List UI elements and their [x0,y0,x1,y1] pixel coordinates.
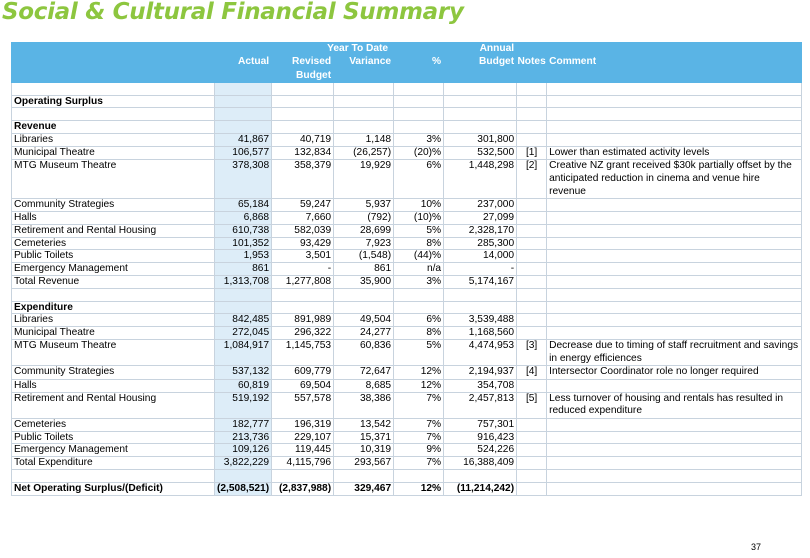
revised-budget-value: 3,501 [272,250,334,263]
note-ref [517,314,547,327]
table-row [12,146,802,160]
revised-budget-value: 891,989 [272,314,334,327]
blank-cell [547,301,802,314]
blank-cell [334,82,394,95]
header-blank [12,69,215,82]
actual-value: 861 [215,263,272,276]
variance-value: 35,900 [334,276,394,289]
table-row [12,340,802,366]
variance-percent: 3% [394,276,444,289]
variance-percent: 5% [394,224,444,237]
blank-cell [272,121,334,134]
section-operating-surplus: Operating Surplus [12,95,215,108]
annual-budget-value: 354,708 [444,379,517,392]
blank-cell [272,301,334,314]
note-ref [517,379,547,392]
comment-text: Intersector Coordinator role no longer required [547,366,802,380]
actual-value: 1,953 [215,250,272,263]
table-row [12,276,802,289]
blank-cell [12,108,215,121]
comment-text [547,263,802,276]
actual-value: 519,192 [215,392,272,418]
blank-cell [334,469,394,482]
blank-cell [517,95,547,108]
annual-budget-value: 2,194,937 [444,366,517,380]
variance-percent: 7% [394,457,444,470]
blank-cell [547,469,802,482]
variance-percent: 7% [394,392,444,418]
blank-cell [215,82,272,95]
blank-cell [547,121,802,134]
blank-cell [517,108,547,121]
revised-budget-value: 296,322 [272,327,334,340]
row-label: MTG Museum Theatre [12,160,215,199]
blank-cell [547,482,802,495]
blank-cell [272,95,334,108]
header-actual: Actual [215,56,272,69]
actual-value: 109,126 [215,444,272,457]
variance-percent: 12% [394,366,444,380]
blank-cell [272,82,334,95]
note-ref [517,224,547,237]
header-annual: Annual [444,43,517,56]
revised-budget-value: 229,107 [272,431,334,444]
row-label: Total Expenditure [12,457,215,470]
variance-percent: 8% [394,327,444,340]
variance-percent: (44)% [394,250,444,263]
header-blank [547,69,802,82]
row-label: Retirement and Rental Housing [12,392,215,418]
annual-budget-value: 237,000 [444,199,517,212]
header-row-ytd [12,43,802,56]
section-heading-row [12,95,802,108]
table-row [12,431,802,444]
variance-percent: 10% [394,199,444,212]
variance-value: 13,542 [334,418,394,431]
annual-budget-value: 524,226 [444,444,517,457]
blank-cell [444,82,517,95]
table-row [12,224,802,237]
table-row [12,366,802,380]
variance-percent: 7% [394,431,444,444]
variance-value: 10,319 [334,444,394,457]
blank-cell [394,469,444,482]
blank-cell [394,82,444,95]
annual-budget-value: - [444,263,517,276]
annual-budget-value: 757,301 [444,418,517,431]
page-number: 37 [751,542,762,552]
variance-percent: 9% [394,444,444,457]
table-row [12,457,802,470]
variance-percent: 8% [394,237,444,250]
note-ref: [5] [517,392,547,418]
blank-cell [394,121,444,134]
blank-cell [394,301,444,314]
financial-summary-table [11,42,802,496]
actual-value: 101,352 [215,237,272,250]
variance-percent: 5% [394,340,444,366]
annual-budget-value: 285,300 [444,237,517,250]
row-label: Libraries [12,314,215,327]
table-row [12,444,802,457]
note-ref: [4] [517,366,547,380]
note-ref [517,444,547,457]
comment-text [547,224,802,237]
blank-cell [272,108,334,121]
variance-value: 24,277 [334,327,394,340]
comment-text [547,199,802,212]
header-notes: Notes [517,56,546,68]
comment-text [547,431,802,444]
row-label: Libraries [12,134,215,147]
blank-cell [444,469,517,482]
variance-value: (26,257) [334,146,394,160]
annual-budget-value: 4,474,953 [444,340,517,366]
blank-cell [547,108,802,121]
actual-value: 842,485 [215,314,272,327]
header-blank [215,43,272,56]
section-heading-row [12,121,802,134]
revised-budget-value: 59,247 [272,199,334,212]
revised-budget-value: 196,319 [272,418,334,431]
blank-cell [394,108,444,121]
variance-percent: 7% [394,418,444,431]
header-year-to-date: Year To Date [272,43,444,56]
header-blank [12,56,215,69]
note-ref [517,327,547,340]
variance-value: (792) [334,212,394,225]
revised-budget-value: 609,779 [272,366,334,380]
row-label: MTG Museum Theatre [12,340,215,366]
variance-value: 293,567 [334,457,394,470]
annual-budget-value: 27,099 [444,212,517,225]
variance-value: 28,699 [334,224,394,237]
revised-budget-value: 358,379 [272,160,334,199]
blank-cell [394,288,444,301]
row-label: Emergency Management [12,444,215,457]
actual-value: 41,867 [215,134,272,147]
revised-budget-value: 93,429 [272,237,334,250]
comment-text [547,379,802,392]
revised-budget-value: 7,660 [272,212,334,225]
row-label: Public Toilets [12,431,215,444]
annual-budget-value: 2,328,170 [444,224,517,237]
blank-cell [394,95,444,108]
revised-budget-value: 4,115,796 [272,457,334,470]
header-blank [394,69,444,82]
table-row [12,199,802,212]
blank-cell [215,121,272,134]
actual-value: 213,736 [215,431,272,444]
row-label: Emergency Management [12,263,215,276]
actual-value: 610,738 [215,224,272,237]
blank-cell [334,108,394,121]
annual-budget-value: 2,457,813 [444,392,517,418]
variance-value: 15,371 [334,431,394,444]
table-row [12,418,802,431]
variance-value: 329,467 [334,482,394,495]
row-label: Public Toilets [12,250,215,263]
page-title: Social & Cultural Financial Summary [2,0,464,25]
variance-value: 1,148 [334,134,394,147]
blank-cell [215,95,272,108]
table-row [12,392,802,418]
blank-cell [272,469,334,482]
header-revised: Revised [272,56,334,69]
blank-cell [547,288,802,301]
spacer-row [12,82,802,95]
table-row [12,250,802,263]
revised-budget-value: 69,504 [272,379,334,392]
blank-cell [334,301,394,314]
variance-value: (1,548) [334,250,394,263]
note-ref: [2] [517,160,547,199]
revised-budget-value: 582,039 [272,224,334,237]
blank-cell [215,469,272,482]
note-ref [517,212,547,225]
row-label: Municipal Theatre [12,327,215,340]
blank-cell [12,82,215,95]
variance-value: 49,504 [334,314,394,327]
variance-percent: 12% [394,379,444,392]
header-row-revised [12,56,802,69]
revised-budget-value: 132,834 [272,146,334,160]
financial-summary-table-container [11,42,802,496]
spacer-row [12,469,802,482]
actual-value: 60,819 [215,379,272,392]
table-row [12,134,802,147]
variance-value: 38,386 [334,392,394,418]
table-row [12,327,802,340]
variance-percent: 12% [394,482,444,495]
section-expenditure: Expenditure [12,301,215,314]
header-blank [547,43,802,56]
blank-cell [517,469,547,482]
header-blank [12,43,215,56]
variance-percent: 3% [394,134,444,147]
annual-budget-value: 5,174,167 [444,276,517,289]
blank-cell [517,457,547,470]
blank-cell [12,288,215,301]
actual-value: 378,308 [215,160,272,199]
row-label: Net Operating Surplus/(Deficit) [12,482,215,495]
note-ref: [1] [517,146,547,160]
note-ref [517,237,547,250]
blank-cell [517,276,547,289]
comment-text [547,212,802,225]
spacer-row [12,108,802,121]
revised-budget-value: (2,837,988) [272,482,334,495]
note-ref: [3] [517,340,547,366]
variance-value: 7,923 [334,237,394,250]
comment-text: Creative NZ grant received $30k partially offset by the anticipated reduction in cinema and venue hire revenue [547,160,802,199]
header-blank [215,69,272,82]
revised-budget-value: 1,145,753 [272,340,334,366]
blank-cell [215,288,272,301]
header-blank [444,69,517,82]
comment-text [547,250,802,263]
note-ref [517,199,547,212]
table-row [12,379,802,392]
note-ref [517,263,547,276]
blank-cell [444,288,517,301]
header-percent: % [394,56,444,69]
blank-cell [444,121,517,134]
annual-budget-value: 1,168,560 [444,327,517,340]
header-comment: Comment [547,56,802,69]
variance-value: 19,929 [334,160,394,199]
actual-value: (2,508,521) [215,482,272,495]
variance-value: 60,836 [334,340,394,366]
blank-cell [334,95,394,108]
actual-value: 182,777 [215,418,272,431]
header-variance: Variance [334,56,394,69]
header-blank [334,69,394,82]
blank-cell [517,121,547,134]
blank-cell [215,301,272,314]
table-row [12,263,802,276]
comment-text [547,314,802,327]
table-row [12,314,802,327]
comment-text: Decrease due to timing of staff recruitment and savings in energy efficiences [547,340,802,366]
comment-text [547,444,802,457]
annual-budget-value: 1,448,298 [444,160,517,199]
revised-budget-value: 1,277,808 [272,276,334,289]
variance-value: 8,685 [334,379,394,392]
header-blank [517,69,547,82]
row-label: Total Revenue [12,276,215,289]
row-label: Cemeteries [12,418,215,431]
annual-budget-value: 3,539,488 [444,314,517,327]
row-label: Halls [12,212,215,225]
annual-budget-value: 301,800 [444,134,517,147]
blank-cell [334,121,394,134]
variance-percent: 6% [394,160,444,199]
blank-cell [444,108,517,121]
blank-cell [517,288,547,301]
actual-value: 65,184 [215,199,272,212]
row-label: Halls [12,379,215,392]
actual-value: 1,084,917 [215,340,272,366]
spacer-row [12,288,802,301]
section-revenue: Revenue [12,121,215,134]
table-body [12,43,802,496]
blank-cell [547,276,802,289]
variance-value: 5,937 [334,199,394,212]
actual-value: 537,132 [215,366,272,380]
variance-value: 72,647 [334,366,394,380]
comment-text [547,134,802,147]
comment-text [547,418,802,431]
header-row-budget [12,69,802,82]
variance-percent: (20)% [394,146,444,160]
blank-cell [517,82,547,95]
blank-cell [444,95,517,108]
actual-value: 6,868 [215,212,272,225]
table-row [12,482,802,495]
row-label: Retirement and Rental Housing [12,224,215,237]
variance-percent: (10)% [394,212,444,225]
comment-text: Less turnover of housing and rentals has resulted in reduced expenditure [547,392,802,418]
annual-budget-value: 14,000 [444,250,517,263]
revised-budget-value: 119,445 [272,444,334,457]
note-ref [517,431,547,444]
header-budget: Budget [272,69,334,82]
blank-cell [517,301,547,314]
blank-cell [547,82,802,95]
revised-budget-value: 40,719 [272,134,334,147]
actual-value: 272,045 [215,327,272,340]
variance-percent: n/a [394,263,444,276]
annual-budget-value: 16,388,409 [444,457,517,470]
blank-cell [517,482,547,495]
variance-percent: 6% [394,314,444,327]
row-label: Community Strategies [12,199,215,212]
row-label: Cemeteries [12,237,215,250]
comment-text: Lower than estimated activity levels [547,146,802,160]
blank-cell [272,288,334,301]
table-row [12,160,802,199]
header-blank [517,43,547,56]
blank-cell [334,288,394,301]
table-row [12,212,802,225]
variance-value: 861 [334,263,394,276]
annual-budget-value: (11,214,242) [444,482,517,495]
revised-budget-value: 557,578 [272,392,334,418]
blank-cell [547,95,802,108]
actual-value: 3,822,229 [215,457,272,470]
blank-cell [444,301,517,314]
row-label: Community Strategies [12,366,215,380]
note-ref [517,418,547,431]
section-heading-row [12,301,802,314]
note-ref [517,134,547,147]
note-ref [517,250,547,263]
actual-value: 1,313,708 [215,276,272,289]
comment-text [547,327,802,340]
actual-value: 106,577 [215,146,272,160]
blank-cell [12,469,215,482]
blank-cell [215,108,272,121]
revised-budget-value: - [272,263,334,276]
table-row [12,237,802,250]
comment-text [547,237,802,250]
header-annual-budget: Budget [444,56,517,69]
blank-cell [547,457,802,470]
row-label: Municipal Theatre [12,146,215,160]
annual-budget-value: 532,500 [444,146,517,160]
annual-budget-value: 916,423 [444,431,517,444]
